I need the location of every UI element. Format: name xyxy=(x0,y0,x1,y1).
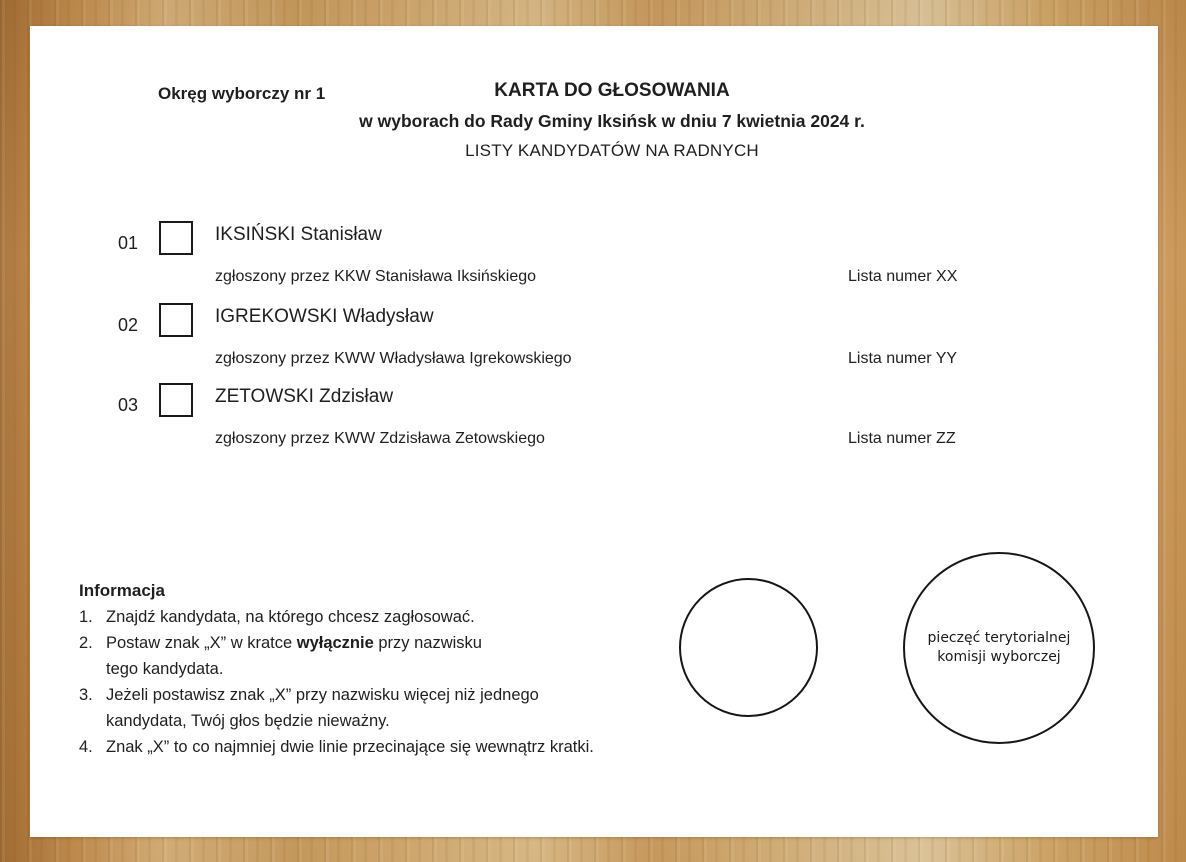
candidate-number: 02 xyxy=(118,315,139,335)
stamp-circle-empty xyxy=(679,578,818,717)
candidate-checkbox[interactable] xyxy=(159,383,193,417)
candidate-list-number: Lista numer YY xyxy=(848,350,958,367)
instruction-text xyxy=(106,682,539,734)
candidate-number: 03 xyxy=(118,395,139,415)
instruction-item xyxy=(79,682,594,734)
candidate-number: 01 xyxy=(118,233,139,253)
instructions-heading: Informacja xyxy=(79,581,165,600)
instruction-line xyxy=(106,630,482,656)
instruction-item xyxy=(79,734,594,760)
instruction-bold-segment: wyłącznie xyxy=(296,634,374,652)
voting-instructions xyxy=(79,578,594,760)
candidate-row xyxy=(30,303,1158,383)
candidate-name: ZETOWSKI Zdzisław xyxy=(215,386,394,407)
stamp-text xyxy=(928,629,1071,667)
candidate-row xyxy=(30,383,1158,463)
candidate-list-number: Lista numer ZZ xyxy=(848,430,956,447)
instruction-line: tego kandydata. xyxy=(106,660,224,678)
instruction-item xyxy=(79,630,594,682)
candidate-checkbox[interactable] xyxy=(159,303,193,337)
candidate-row xyxy=(30,221,1158,301)
instruction-item xyxy=(79,604,594,630)
ballot-subtitle: w wyborach do Rady Gminy Iksińsk w dniu 7 kwietnia 2024 r. xyxy=(359,111,865,131)
candidate-name: IGREKOWSKI Władysław xyxy=(215,306,434,327)
district-label: Okręg wyborczy nr 1 xyxy=(158,84,326,103)
ballot-header xyxy=(66,76,1158,166)
stamp-text-line: komisji wyborczej xyxy=(937,649,1061,665)
instruction-text xyxy=(106,734,594,760)
candidate-lists-heading: LISTY KANDYDATÓW NA RADNYCH xyxy=(465,141,759,160)
instruction-number: 4. xyxy=(79,738,93,756)
ballot-title: KARTA DO GŁOSOWANIA xyxy=(494,80,730,101)
instruction-line: Znak „X” to co najmniej dwie linie przecinające się wewnątrz kratki. xyxy=(106,738,594,756)
candidate-list-number: Lista numer XX xyxy=(848,268,958,285)
candidate-nominated-by: zgłoszony przez KKW Stanisława Iksińskiego xyxy=(215,268,537,285)
instruction-number: 1. xyxy=(79,608,93,626)
instruction-number: 2. xyxy=(79,634,93,652)
candidate-nominated-by: zgłoszony przez KWW Zdzisława Zetowskiego xyxy=(215,430,545,447)
instruction-text xyxy=(106,630,482,682)
stamp-text-line: pieczęć terytorialnej xyxy=(927,630,1071,646)
candidate-checkbox[interactable] xyxy=(159,221,193,255)
instruction-line: Znajdź kandydata, na którego chcesz zagłosować. xyxy=(106,608,475,626)
stamp-circle-territorial-commission xyxy=(903,552,1095,744)
candidate-nominated-by: zgłoszony przez KWW Władysława Igrekowskiego xyxy=(215,350,572,367)
instruction-line: Jeżeli postawisz znak „X” przy nazwisku więcej niż jednego xyxy=(106,686,539,704)
instruction-text-segment: przy nazwisku xyxy=(373,634,482,652)
instruction-line: kandydata, Twój głos będzie nieważny. xyxy=(106,712,390,730)
candidate-name: IKSIŃSKI Stanisław xyxy=(215,224,382,245)
ballot-paper xyxy=(30,26,1158,837)
instruction-text-segment: Postaw znak „X” w kratce xyxy=(106,634,297,652)
instruction-number: 3. xyxy=(79,686,93,704)
instruction-text xyxy=(106,604,475,630)
